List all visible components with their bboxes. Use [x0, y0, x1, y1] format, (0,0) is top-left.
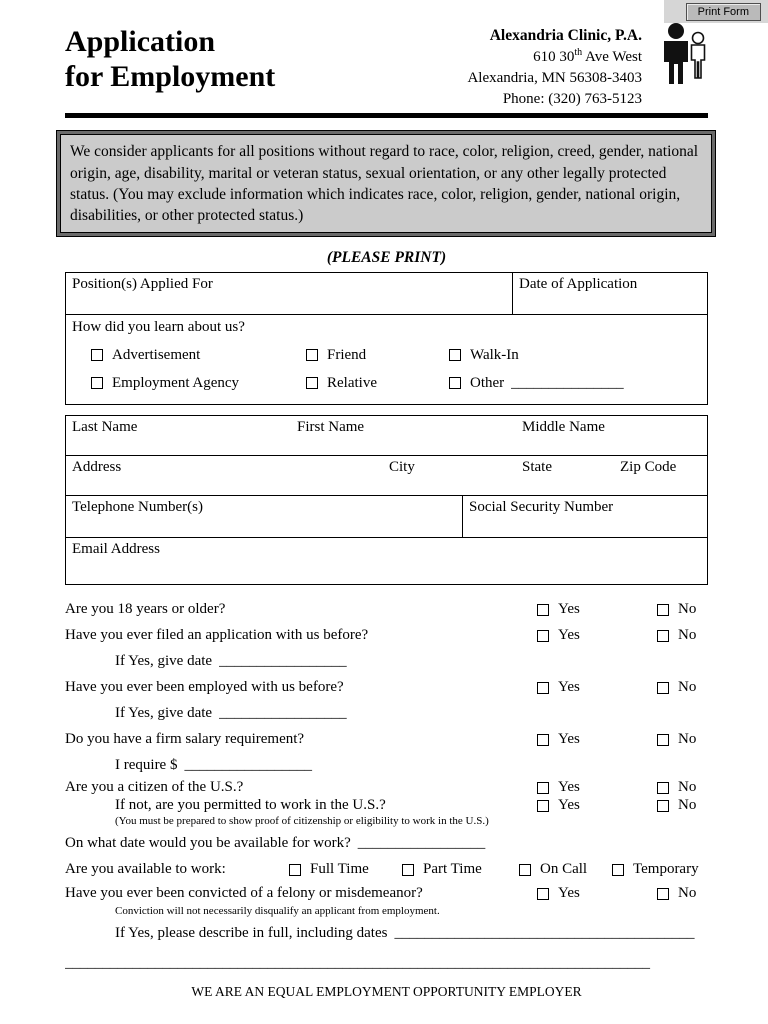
employment-agency-checkbox[interactable]: [91, 377, 103, 389]
permitted-yes-label: Yes: [558, 797, 580, 814]
filed-date-blank[interactable]: _________________: [219, 653, 347, 670]
other-checkbox[interactable]: [449, 377, 461, 389]
filed-no-label: No: [678, 627, 697, 644]
permitted-no-label: No: [678, 797, 697, 814]
learn-about-us-section: [66, 315, 707, 404]
part-time-label: Part Time: [423, 861, 482, 878]
first-name-field[interactable]: [291, 416, 516, 455]
other-blank[interactable]: _______________: [511, 374, 624, 391]
salary-no-checkbox[interactable]: [657, 734, 669, 746]
ssn-label: Social Security Number: [469, 498, 614, 515]
part-time-checkbox[interactable]: [402, 864, 414, 876]
on-call-label: On Call: [540, 861, 588, 878]
learn-options-row-1: [91, 347, 701, 364]
question-salary: [65, 727, 708, 753]
filed-yes-label: Yes: [558, 627, 580, 644]
filed-date-row: [65, 649, 708, 675]
convicted-yes-label: Yes: [558, 885, 580, 902]
full-time-checkbox[interactable]: [289, 864, 301, 876]
employed-no-label: No: [678, 679, 697, 696]
question-citizen: [65, 779, 708, 797]
middle-name-label: Middle Name: [522, 418, 605, 435]
telephone-field[interactable]: [66, 496, 463, 537]
print-form-button[interactable]: Print Form: [686, 3, 761, 21]
friend-checkbox[interactable]: [306, 349, 318, 361]
positions-applied-field[interactable]: [66, 273, 513, 314]
convicted-no-checkbox[interactable]: [657, 888, 669, 900]
people-icon: [658, 16, 708, 93]
page-title-line2: for Employment: [65, 60, 276, 94]
phone-ssn-row: [66, 496, 707, 538]
salary-no-label: No: [678, 731, 697, 748]
email-field[interactable]: [66, 538, 707, 584]
q-salary-label: Do you have a firm salary requirement?: [65, 731, 305, 748]
age-no-checkbox[interactable]: [657, 604, 669, 616]
employed-no-checkbox[interactable]: [657, 682, 669, 694]
address-label: Address: [72, 458, 122, 475]
q-filed-label: Have you ever filed an application with us before?: [65, 627, 369, 644]
zip-label: Zip Code: [620, 458, 677, 475]
application-info-table: [65, 272, 708, 405]
walk-in-label: Walk-In: [470, 346, 519, 363]
citizen-no-label: No: [678, 779, 697, 796]
ssn-field[interactable]: [463, 496, 707, 537]
full-time-label: Full Time: [310, 861, 369, 878]
employed-yes-label: Yes: [558, 679, 580, 696]
question-filed-before: [65, 623, 708, 649]
q-employed-label: Have you ever been employed with us before?: [65, 679, 344, 696]
last-name-field[interactable]: [66, 416, 291, 455]
clinic-name: Alexandria Clinic, P.A.: [489, 27, 642, 44]
employed-date-blank[interactable]: _________________: [219, 705, 347, 722]
city-field[interactable]: [383, 456, 516, 495]
describe-blank[interactable]: ________________________________________: [394, 925, 695, 942]
q-age-label: Are you 18 years or older?: [65, 601, 226, 618]
eeo-notice-box: We consider applicants for all positions without regard to race, color, religion, creed, gender, national origin, age, disability, marital or veteran status, sexual orientation, or any other legally protected status. (You may exclude information which indicates race, color, religion, gender, national origin, disabilities, or other protected status.): [57, 131, 715, 235]
conviction-note: Conviction will not necessarily disqualify an applicant from employment.: [115, 904, 440, 917]
state-label: State: [522, 458, 552, 475]
other-label: Other: [470, 374, 505, 391]
employed-yes-checkbox[interactable]: [537, 682, 549, 694]
available-date-blank[interactable]: _________________: [357, 835, 486, 852]
city-label: City: [389, 458, 415, 475]
advertisement-checkbox[interactable]: [91, 349, 103, 361]
available-date-label: On what date would you be available for work?: [65, 835, 351, 852]
permitted-no-checkbox[interactable]: [657, 800, 669, 812]
filed-yes-checkbox[interactable]: [537, 630, 549, 642]
salary-yes-label: Yes: [558, 731, 580, 748]
telephone-label: Telephone Number(s): [72, 498, 203, 515]
clinic-phone: Phone: (320) 763-5123: [502, 90, 642, 107]
friend-label: Friend: [327, 346, 367, 363]
permitted-yes-checkbox[interactable]: [537, 800, 549, 812]
convicted-no-label: No: [678, 885, 697, 902]
employed-date-label: If Yes, give date: [115, 705, 213, 722]
age-no-label: No: [678, 601, 697, 618]
eeo-statement: WE ARE AN EQUAL EMPLOYMENT OPPORTUNITY EMPLOYER: [191, 983, 582, 999]
advertisement-label: Advertisement: [112, 346, 201, 363]
header-divider: [65, 113, 708, 118]
date-of-application-label: Date of Application: [519, 275, 638, 292]
describe-row: [65, 921, 708, 947]
age-yes-checkbox[interactable]: [537, 604, 549, 616]
filed-date-label: If Yes, give date: [115, 653, 213, 670]
describe-label: If Yes, please describe in full, including dates: [115, 925, 388, 942]
walk-in-checkbox[interactable]: [449, 349, 461, 361]
please-print-label: (PLEASE PRINT): [326, 248, 447, 266]
question-employed-before: [65, 675, 708, 701]
learn-options-row-2: [91, 375, 701, 392]
page-title-line1: Application: [65, 25, 216, 58]
question-permitted: [65, 797, 708, 815]
temporary-checkbox[interactable]: [612, 864, 624, 876]
convicted-yes-checkbox[interactable]: [537, 888, 549, 900]
positions-applied-label: Position(s) Applied For: [72, 275, 213, 292]
temporary-label: Temporary: [633, 861, 699, 878]
address-row: [66, 456, 707, 496]
available-date-row: [65, 831, 708, 857]
address-field[interactable]: [66, 456, 383, 495]
continuation-line[interactable]: ______________________________________________________________________________: [65, 954, 650, 971]
zip-field[interactable]: [614, 456, 707, 495]
personal-info-table: [65, 415, 708, 585]
filed-no-checkbox[interactable]: [657, 630, 669, 642]
salary-yes-checkbox[interactable]: [537, 734, 549, 746]
name-row: [66, 416, 707, 456]
continuation-line-row: [65, 947, 708, 975]
availability-row: [65, 857, 708, 883]
clinic-contact-block: [467, 16, 642, 109]
availability-label: Are you available to work:: [65, 861, 226, 878]
form-header: [65, 16, 708, 109]
learn-question-label: How did you learn about us?: [72, 318, 245, 335]
on-call-checkbox[interactable]: [519, 864, 531, 876]
salary-blank[interactable]: _________________: [184, 757, 312, 774]
question-convicted: [65, 883, 708, 905]
salary-require-row: [65, 753, 708, 779]
last-name-label: Last Name: [72, 418, 138, 435]
relative-checkbox[interactable]: [306, 377, 318, 389]
middle-name-field[interactable]: [516, 416, 707, 455]
citizen-no-checkbox[interactable]: [657, 782, 669, 794]
relative-label: Relative: [327, 374, 377, 391]
citizen-yes-label: Yes: [558, 779, 580, 796]
q-convicted-label: Have you ever been convicted of a felony or misdemeanor?: [65, 885, 423, 902]
state-field[interactable]: [516, 456, 614, 495]
ordinal-suffix: th: [574, 47, 583, 59]
clinic-city-line: Alexandria, MN 56308-3403: [467, 70, 642, 87]
first-name-label: First Name: [297, 418, 365, 435]
employed-date-row: [65, 701, 708, 727]
employment-agency-label: Employment Agency: [112, 374, 240, 391]
require-label: I require $: [115, 757, 178, 774]
citizen-yes-checkbox[interactable]: [537, 782, 549, 794]
clinic-street: 610 30th Ave West: [533, 47, 642, 66]
q-permitted-label: If not, are you permitted to work in the U.S.?: [115, 797, 386, 814]
questions-section: [65, 597, 708, 1000]
page-title: [65, 16, 467, 95]
email-label: Email Address: [72, 540, 160, 557]
citizenship-note: (You must be prepared to show proof of citizenship or eligibility to work in the U.S.): [115, 814, 489, 827]
question-age: [65, 597, 708, 623]
date-of-application-field[interactable]: [513, 273, 707, 314]
age-yes-label: Yes: [558, 601, 580, 618]
q-citizen-label: Are you a citizen of the U.S.?: [65, 779, 244, 796]
